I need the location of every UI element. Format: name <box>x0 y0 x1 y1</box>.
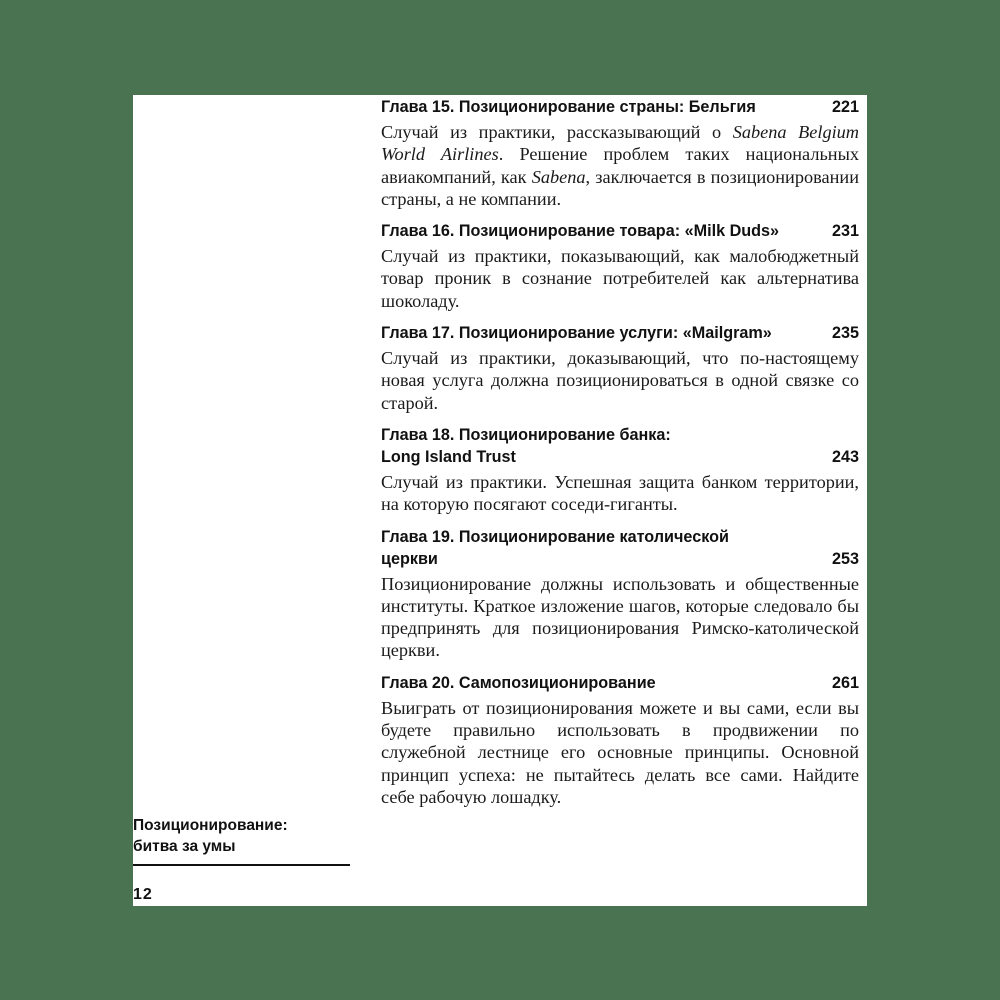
chapter-title: Глава 17. Позиционирование услуги: «Mailgram» <box>381 324 772 343</box>
chapter-heading <box>381 321 859 344</box>
toc-entry-chapter-15 <box>381 95 859 210</box>
chapter-title: Глава 15. Позиционирование страны: Бельгия <box>381 98 756 116</box>
chapter-page-number: 231 <box>831 222 859 241</box>
chapter-page-number: 253 <box>831 549 859 568</box>
chapter-title-line-1: Глава 18. Позиционирование банка: <box>381 425 671 444</box>
chapter-description: Случай из практики, рассказывающий о Sabena Belgium World Airlines. Решение проблем таких национальных авиакомпаний, как Sabena, заключается в позиционировании страны, а не компании. <box>381 122 860 209</box>
chapter-page-number: 243 <box>831 447 859 466</box>
chapter-title-line-2: Long Island Trust <box>381 447 516 466</box>
table-of-contents <box>381 95 859 817</box>
chapter-description: Позиционирование должны использовать и общественные институты. Краткое изложение шагов, которые следовало бы предпринять для позиционирования Римско-католической церкви. <box>381 573 859 661</box>
toc-entry-chapter-17 <box>381 321 859 414</box>
running-head <box>133 815 350 866</box>
chapter-page-number: 235 <box>831 324 859 343</box>
toc-entry-chapter-18 <box>381 423 859 516</box>
toc-entry-chapter-19 <box>381 525 859 662</box>
toc-entry-chapter-16 <box>381 219 859 312</box>
chapter-heading <box>381 219 859 242</box>
page-number: 12 <box>133 886 153 903</box>
chapter-title: Глава 16. Позиционирование товара: «Milk Duds» <box>381 222 780 241</box>
chapter-heading <box>381 423 859 468</box>
chapter-title-line-2: церкви <box>381 549 438 568</box>
divider-rule <box>133 864 350 866</box>
chapter-heading <box>381 671 859 694</box>
chapter-heading <box>381 525 859 570</box>
chapter-description: Случай из практики, доказывающий, что по-настоящему новая услуга должна позиционироваться в одной связке со старой. <box>381 348 859 413</box>
book-title-line-2: битва за умы <box>133 838 236 855</box>
chapter-description: Случай из практики. Успешная защита банком территории, на которую посягают соседи-гиганты. <box>381 471 859 515</box>
chapter-description: Выиграть от позиционирования можете и вы сами, если вы будете правильно использовать в продвижении по служебной лестнице его основные принципы. Основной принцип успеха: не пытайтесь делать все сами. Найдите себе рабочую лошадку. <box>381 697 859 807</box>
chapter-title: Глава 20. Самопозиционирование <box>381 673 656 692</box>
chapter-page-number: 221 <box>831 98 859 116</box>
chapter-heading <box>381 95 859 118</box>
toc-entry-chapter-20 <box>381 671 859 808</box>
chapter-page-number: 261 <box>831 673 859 692</box>
book-page <box>133 95 867 906</box>
chapter-description: Случай из практики, показывающий, как малобюджетный товар проник в сознание потребителей как альтернатива шоколаду. <box>381 246 859 311</box>
chapter-title-line-1: Глава 19. Позиционирование католической <box>381 527 729 546</box>
book-title-line-1: Позиционирование: <box>133 817 288 834</box>
